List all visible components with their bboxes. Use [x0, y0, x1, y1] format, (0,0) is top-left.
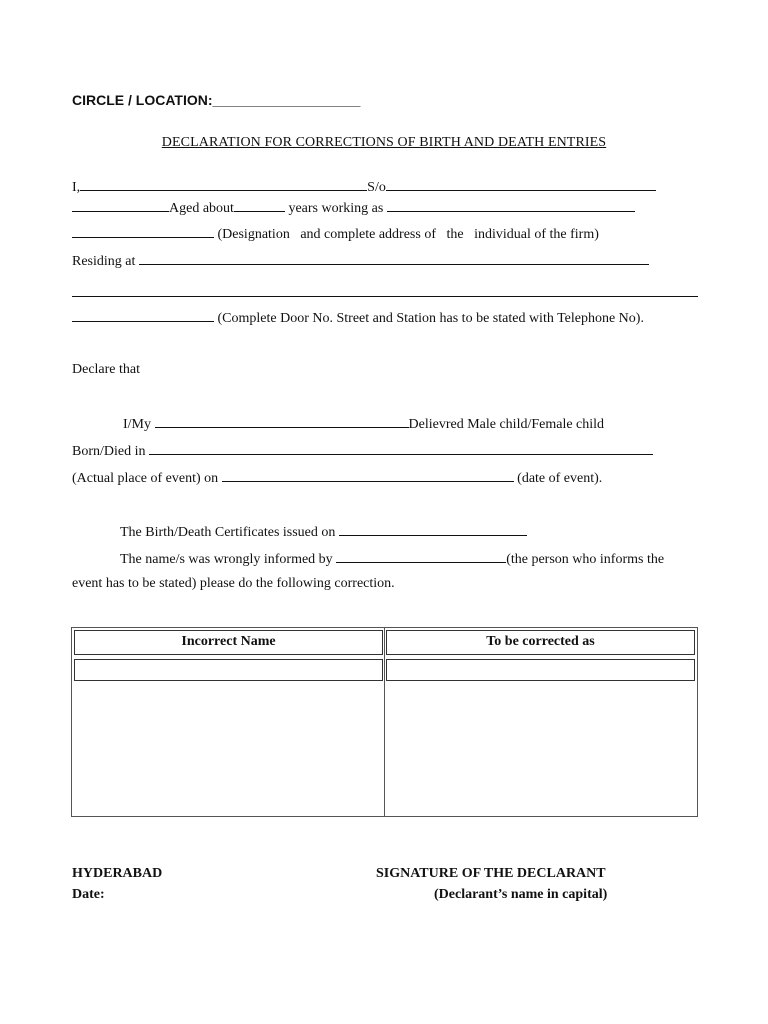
designation-blank[interactable]	[72, 223, 214, 238]
age-prefix-blank[interactable]	[72, 197, 169, 212]
wrongly-informed-line	[120, 548, 664, 569]
declarant-name-line	[72, 176, 656, 197]
born-died-label: Born/Died in	[72, 444, 146, 459]
incorrect-name-cell[interactable]	[74, 659, 383, 681]
informant-blank[interactable]	[336, 548, 506, 563]
certificate-date-blank[interactable]	[339, 521, 527, 536]
event-date-line	[72, 467, 602, 488]
actual-place-label: (Actual place of event) on	[72, 471, 219, 486]
circle-location-field	[72, 92, 360, 108]
declarant-name-blank[interactable]	[80, 176, 367, 191]
place-of-event-blank[interactable]	[149, 440, 653, 455]
corrected-as-header-text: To be corrected as	[486, 634, 595, 649]
corrected-as-header	[386, 630, 695, 655]
circle-location-blank[interactable]: ___________________	[212, 92, 361, 108]
corrected-as-area[interactable]	[385, 685, 697, 815]
residing-line	[72, 250, 649, 271]
age-blank[interactable]	[234, 197, 285, 212]
incorrect-name-header-text: Incorrect Name	[181, 634, 276, 649]
declare-that: Declare that	[72, 362, 141, 377]
person-informs-label: (the person who informs the	[506, 552, 665, 567]
delivered-label: Delievred Male child/Female child	[408, 417, 605, 432]
certificates-issued-label: The Birth/Death Certificates issued on	[120, 525, 336, 540]
born-died-line	[72, 440, 653, 461]
correction-table	[71, 627, 698, 817]
event-date-blank[interactable]	[222, 467, 514, 482]
place-hyderabad: HYDERABAD	[72, 866, 163, 881]
i-my-label: I/My	[123, 417, 151, 432]
occupation-blank[interactable]	[387, 197, 635, 212]
parent-name-blank[interactable]	[155, 413, 409, 428]
residence-blank[interactable]	[139, 250, 649, 265]
aged-about-label: Aged about	[169, 201, 234, 216]
address-continuation-blank[interactable]	[72, 296, 698, 297]
designation-line	[72, 223, 599, 244]
document-title-text: DECLARATION FOR CORRECTIONS OF BIRTH AND DEATH ENTRIES	[161, 135, 607, 150]
wrongly-informed-label: The name/s was wrongly informed by	[120, 552, 333, 567]
address-detail-blank[interactable]	[72, 307, 214, 322]
declarant-name-capital: (Declarant’s name in capital)	[434, 887, 608, 902]
date-of-event-label: (date of event).	[517, 471, 603, 486]
residing-at-label: Residing at	[72, 254, 136, 269]
incorrect-name-area[interactable]	[72, 685, 384, 815]
corrected-as-cell[interactable]	[386, 659, 695, 681]
address-note-line	[72, 307, 644, 328]
father-name-blank[interactable]	[386, 176, 656, 191]
years-working-label: years working as	[288, 201, 384, 216]
designation-note: (Designation and complete address of the individual of the firm)	[217, 227, 599, 242]
incorrect-name-header	[74, 630, 383, 655]
signature-label: SIGNATURE OF THE DECLARANT	[376, 866, 606, 881]
certificate-issued-line	[120, 521, 527, 542]
name-prefix-label: I,	[72, 180, 81, 195]
son-of-label: S/o	[367, 180, 386, 195]
child-delivered-line	[123, 413, 604, 434]
circle-location-label: CIRCLE / LOCATION:	[72, 92, 213, 108]
date-label: Date:	[72, 887, 105, 902]
document-title	[0, 135, 768, 151]
age-occupation-line	[72, 197, 635, 218]
event-stated-line: event has to be stated) please do the following correction.	[72, 576, 395, 591]
address-note: (Complete Door No. Street and Station has to be stated with Telephone No).	[217, 311, 644, 326]
